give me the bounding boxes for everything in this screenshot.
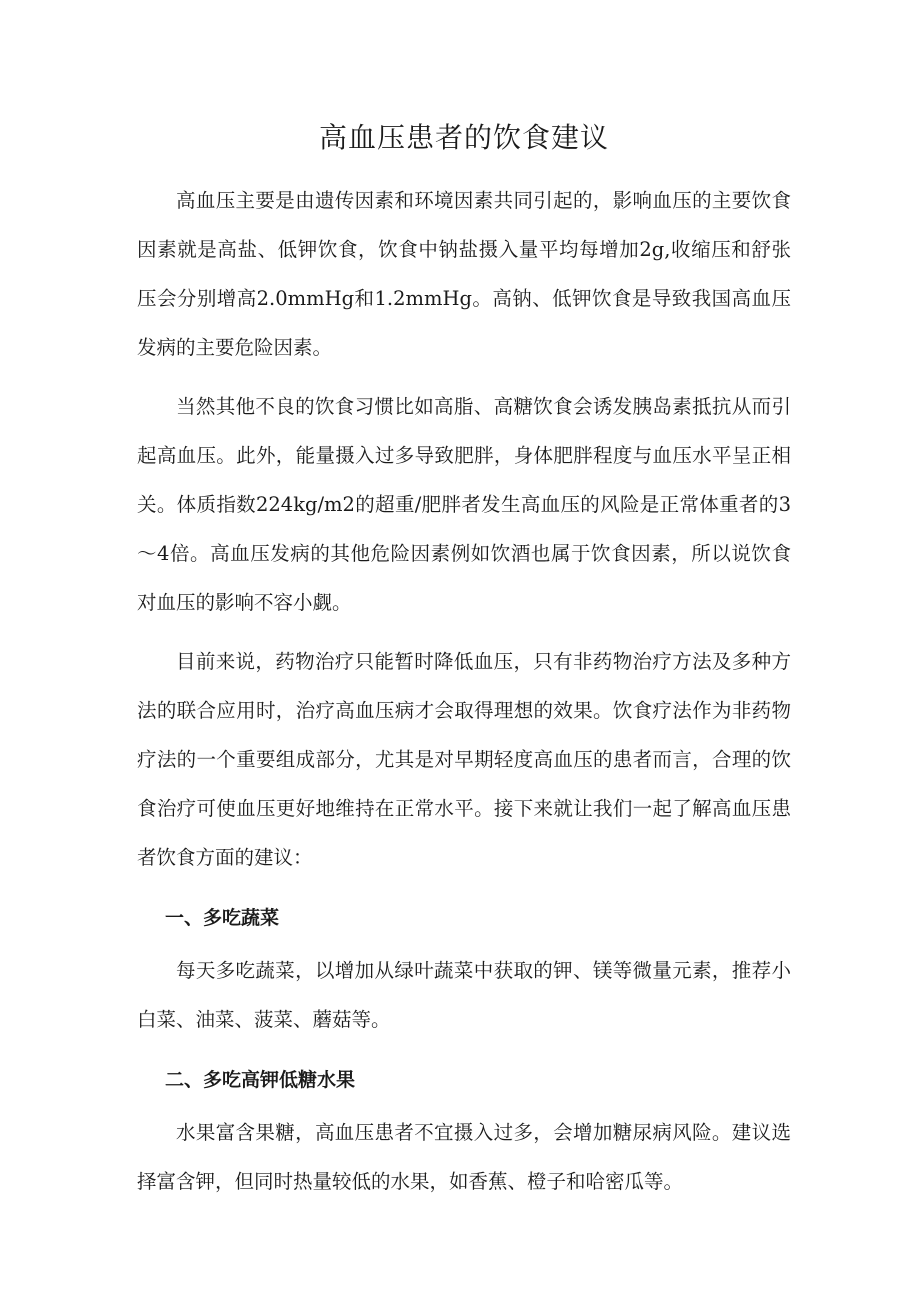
section-body-vegetables: 每天多吃蔬菜，以增加从绿叶蔬菜中获取的钾、镁等微量元素，推荐小白菜、油菜、菠菜、蘑菇等。 — [137, 959, 791, 1031]
document-body — [137, 112, 791, 1216]
intro-paragraph-2: 当然其他不良的饮食习惯比如高脂、高糖饮食会诱发胰岛素抵抗从而引起高血压。此外，能量摄入过多导致肥胖，身体肥胖程度与血压水平呈正相关。体质指数224kg/m2的超重/肥胖者发生高血压的风险是正常体重者的3～4倍。高血压发病的其他危险因素例如饮酒也属于饮食因素，所以说饮食对血压的影响不容小觑。 — [137, 395, 791, 614]
section-body-fruits: 水果富含果糖，高血压患者不宜摄入过多，会增加糖尿病风险。建议选择富含钾，但同时热量较低的水果，如香蕉、橙子和哈密瓜等。 — [137, 1121, 791, 1193]
intro-paragraph-1: 高血压主要是由遗传因素和环境因素共同引起的，影响血压的主要饮食因素就是高盐、低钾饮食，饮食中钠盐摄入量平均每增加2g,收缩压和舒张压会分别增高2.0mmHg和1.2mmHg。高钠、低钾饮食是导致我国高血压发病的主要危险因素。 — [137, 189, 791, 359]
page-title: 高血压患者的饮食建议 — [318, 121, 609, 154]
intro-paragraph-3: 目前来说，药物治疗只能暂时降低血压，只有非药物治疗方法及多种方法的联合应用时，治疗高血压病才会取得理想的效果。饮食疗法作为非药物疗法的一个重要组成部分，尤其是对早期轻度高血压的患者而言，合理的饮食治疗可使血压更好地维持在正常水平。接下来就让我们一起了解高血压患者饮食方面的建议： — [137, 650, 791, 869]
section-heading-vegetables: 一、多吃蔬菜 — [165, 907, 280, 929]
section-heading-fruits: 二、多吃高钾低糖水果 — [165, 1069, 356, 1091]
